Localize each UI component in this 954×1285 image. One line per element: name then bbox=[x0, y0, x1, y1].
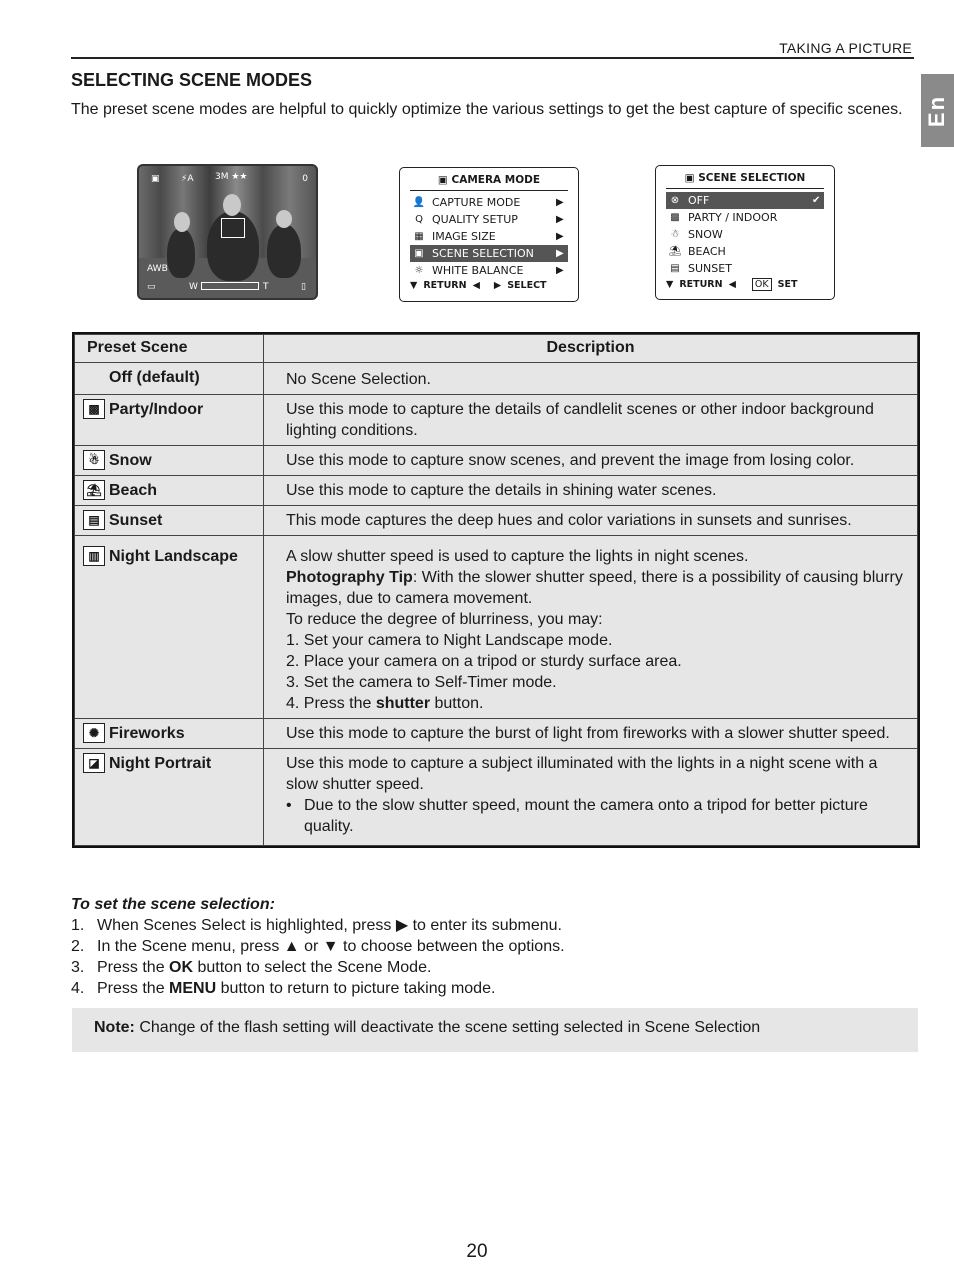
arrow-left-icon: ◀ bbox=[728, 279, 736, 290]
arrow-right-icon: ▶ bbox=[556, 248, 564, 259]
menu-item-off[interactable]: ⊗ OFF ✔ bbox=[666, 192, 824, 209]
fireworks-icon: ✺ bbox=[83, 723, 105, 743]
quality-indicator: 3M ★★ bbox=[215, 172, 248, 182]
table-row bbox=[75, 446, 918, 476]
table-row bbox=[75, 395, 918, 446]
scene-name: Night Portrait bbox=[109, 755, 212, 772]
menu-item-snow[interactable]: ☃ SNOW bbox=[666, 226, 824, 243]
person-icon: 👤 bbox=[412, 197, 426, 208]
scene-icon: ▣ bbox=[684, 172, 695, 184]
quality-icon: Q bbox=[415, 214, 423, 225]
scene-table bbox=[72, 332, 920, 848]
language-tab: En bbox=[921, 74, 954, 147]
menu-item-white-balance[interactable]: ☼ WHITE BALANCE ▶ bbox=[410, 262, 568, 279]
menu-title: SCENE SELECTION bbox=[698, 172, 806, 184]
header-section-title: TAKING A PICTURE bbox=[779, 40, 912, 56]
beach-icon: ⛱ bbox=[668, 246, 682, 257]
arrow-right-icon: ▶ bbox=[493, 280, 502, 291]
zoom-wide-label: W bbox=[189, 282, 198, 292]
camera-icon: ▣ bbox=[437, 174, 448, 186]
night-landscape-icon: ▥ bbox=[83, 546, 105, 566]
scene-description: Use this mode to capture the details of candlelit scenes or other indoor background lighting conditions. bbox=[286, 401, 874, 439]
scene-icon: ▣ bbox=[414, 248, 424, 259]
zoom-tele-label: T bbox=[263, 282, 269, 292]
scene-name: Snow bbox=[109, 452, 152, 469]
ok-keyword: OK bbox=[169, 959, 194, 976]
scene-description: Use this mode to capture snow scenes, and prevent the image from losing color. bbox=[286, 452, 855, 469]
arrow-right-icon: ▶ bbox=[556, 231, 564, 242]
tip-line: 3. Set the camera to Self-Timer mode. bbox=[286, 674, 557, 691]
arrow-left-icon: ◀ bbox=[472, 280, 480, 291]
note-label: Note: bbox=[94, 1019, 135, 1036]
list-item: 1. When Scenes Select is highlighted, press ▶ to enter its submenu. bbox=[71, 917, 562, 934]
set-label: SET bbox=[777, 279, 798, 290]
tip-text: : With the slower shutter speed, there is a possibility of causing blurry images, due to camera movement. bbox=[286, 569, 903, 607]
menu-item-party-indoor[interactable]: ▩ PARTY / INDOOR bbox=[666, 209, 824, 226]
table-row bbox=[75, 476, 918, 506]
party-icon: ▩ bbox=[83, 399, 105, 419]
arrow-right-icon: ▶ bbox=[395, 917, 409, 934]
checkmark-icon: ✔ bbox=[812, 195, 821, 206]
tip-line: To reduce the degree of blurriness, you may: bbox=[286, 611, 603, 628]
scene-name: Night Landscape bbox=[109, 548, 238, 565]
sunset-icon: ▤ bbox=[83, 510, 105, 530]
memory-card-icon: ▯ bbox=[301, 282, 306, 292]
camera-preview-screen bbox=[137, 164, 318, 300]
list-item: 2. In the Scene menu, press ▲ or ▼ to choose between the options. bbox=[71, 938, 565, 955]
scene-description: No Scene Selection. bbox=[286, 371, 431, 388]
arrow-right-icon: ▶ bbox=[556, 265, 564, 276]
beach-icon: ⛱ bbox=[83, 480, 105, 500]
scene-selection-menu bbox=[655, 165, 835, 300]
return-label: RETURN bbox=[679, 279, 723, 290]
white-balance-indicator: AWB bbox=[147, 264, 168, 274]
menu-item-quality-setup[interactable]: Q QUALITY SETUP ▶ bbox=[410, 211, 568, 228]
menu-item-beach[interactable]: ⛱ BEACH bbox=[666, 243, 824, 260]
ok-icon: OK bbox=[752, 278, 772, 291]
list-item: 4. Press the MENU button to return to picture taking mode. bbox=[71, 980, 496, 997]
arrow-down-icon: ▼ bbox=[410, 280, 418, 291]
menu-item-scene-selection[interactable]: ▣ SCENE SELECTION ▶ bbox=[410, 245, 568, 262]
menu-keyword: MENU bbox=[169, 980, 217, 997]
page-number: 20 bbox=[466, 1241, 488, 1262]
shot-count: 0 bbox=[302, 174, 308, 184]
steps-title: To set the scene selection: bbox=[71, 896, 275, 913]
note-box bbox=[72, 1008, 918, 1052]
note-text: Change of the flash setting will deactivate the scene setting selected in Scene Selection bbox=[134, 1019, 761, 1036]
scene-description: Use this mode to capture the details in shining water scenes. bbox=[286, 482, 717, 499]
off-icon: ⊗ bbox=[670, 195, 680, 206]
scene-description: Use this mode to capture a subject illuminated with the lights in a night scene with a slow shutter speed. bbox=[286, 755, 878, 793]
scene-name: Fireworks bbox=[109, 725, 185, 742]
scene-name: Party/Indoor bbox=[109, 401, 204, 418]
scene-description: Use this mode to capture the burst of light from fireworks with a slower shutter speed. bbox=[286, 725, 890, 742]
party-icon: ▩ bbox=[670, 212, 680, 223]
menu-title: CAMERA MODE bbox=[451, 174, 541, 186]
flash-icon: ⚡A bbox=[181, 174, 194, 184]
snow-icon: ☃ bbox=[670, 229, 680, 240]
column-header-scene: Preset Scene bbox=[75, 335, 264, 363]
battery-icon: ▭ bbox=[147, 282, 156, 292]
scene-description: This mode captures the deep hues and color variations in sunsets and sunrises. bbox=[286, 512, 852, 529]
table-header-row bbox=[75, 335, 918, 363]
header-divider bbox=[71, 57, 914, 59]
tip-line: 2. Place your camera on a tripod or sturdy surface area. bbox=[286, 653, 682, 670]
page-title: SELECTING SCENE MODES bbox=[71, 70, 313, 90]
menu-item-sunset[interactable]: ▤ SUNSET bbox=[666, 260, 824, 277]
steps-list bbox=[71, 915, 565, 999]
arrow-down-icon: ▼ bbox=[322, 938, 339, 955]
table-row bbox=[75, 719, 918, 749]
arrow-right-icon: ▶ bbox=[556, 214, 564, 225]
menu-item-capture-mode[interactable]: 👤 CAPTURE MODE ▶ bbox=[410, 194, 568, 211]
image-size-icon: ▦ bbox=[414, 231, 424, 242]
tip-label: Photography Tip bbox=[286, 569, 413, 586]
scene-name: Off (default) bbox=[109, 369, 200, 386]
select-label: SELECT bbox=[507, 280, 547, 291]
arrow-right-icon: ▶ bbox=[556, 197, 564, 208]
sunset-icon: ▤ bbox=[670, 263, 680, 274]
camera-mode-icon: ▣ bbox=[151, 174, 160, 184]
zoom-bar bbox=[201, 282, 259, 290]
snow-icon: ☃ bbox=[83, 450, 105, 470]
column-header-description: Description bbox=[264, 335, 918, 363]
bullet-note: • Due to the slow shutter speed, mount the camera onto a tripod for better picture quality. bbox=[286, 797, 868, 835]
scene-name: Sunset bbox=[109, 512, 163, 529]
table-row bbox=[75, 363, 918, 395]
camera-mode-menu bbox=[399, 167, 579, 302]
shutter-keyword: shutter bbox=[375, 695, 431, 712]
table-row: ▥ Night Landscape A slow shutter speed is used to capture the lights in night scenes. Photography Tip: With the slower shutter speed, there is a possibility of causing blurry images, due to camera movement. To reduce the degree of blurriness, you may: 1. Set your camera to Night Landscape mode. 2. Place your camera on a tripod or sturdy surface area. 3. Set the camera to Self-Timer mode. 4. Press the shutter button. bbox=[75, 536, 918, 719]
white-balance-icon: ☼ bbox=[414, 265, 424, 276]
table-row bbox=[75, 506, 918, 536]
menu-item-image-size[interactable]: ▦ IMAGE SIZE ▶ bbox=[410, 228, 568, 245]
scene-name: Beach bbox=[109, 482, 158, 499]
tip-line: 1. Set your camera to Night Landscape mode. bbox=[286, 632, 613, 649]
night-portrait-icon: ◪ bbox=[83, 753, 105, 773]
scene-description: A slow shutter speed is used to capture the lights in night scenes. bbox=[286, 548, 749, 565]
arrow-up-icon: ▲ bbox=[283, 938, 300, 955]
return-label: RETURN bbox=[423, 280, 467, 291]
focus-bracket bbox=[221, 218, 245, 238]
intro-paragraph: The preset scene modes are helpful to quickly optimize the various settings to get the best capture of specific scenes. bbox=[71, 101, 903, 118]
table-row bbox=[75, 749, 918, 846]
arrow-down-icon: ▼ bbox=[666, 279, 674, 290]
list-item: 3. Press the OK button to select the Scene Mode. bbox=[71, 959, 432, 976]
